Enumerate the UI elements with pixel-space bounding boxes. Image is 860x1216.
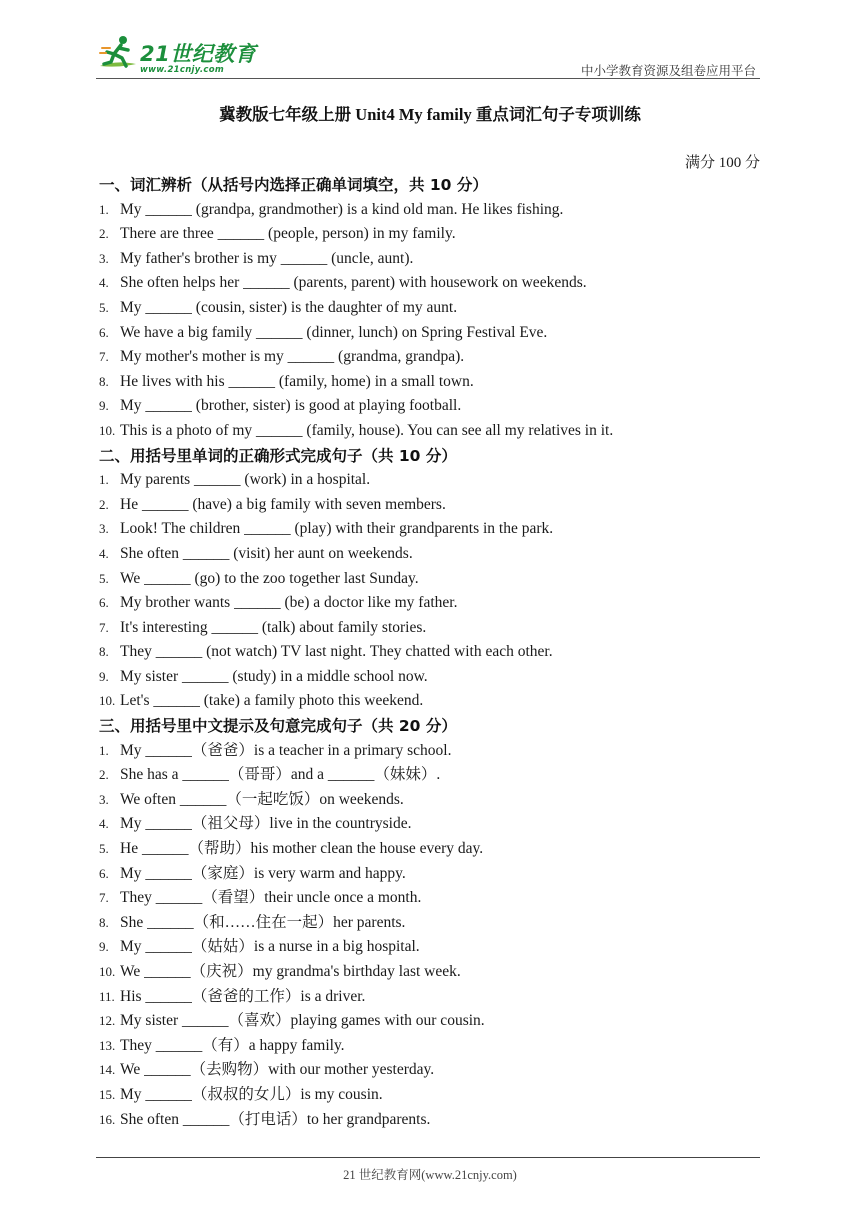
item-number: 4. xyxy=(99,545,109,561)
item-number: 11. xyxy=(99,988,115,1004)
item-text: My ______（爸爸）is a teacher in a primary school. xyxy=(120,741,452,759)
item-text: He ______（帮助）his mother clean the house every day. xyxy=(120,840,484,858)
page-header xyxy=(96,30,760,78)
item-number: 1. xyxy=(99,742,109,758)
item-text: It's interesting ______ (talk) about family stories. xyxy=(120,618,427,636)
exercise-item xyxy=(99,935,764,960)
item-number: 6. xyxy=(99,865,109,881)
exercise-item xyxy=(99,247,764,272)
exercise-item xyxy=(99,1009,764,1034)
item-text: They ______（有）a happy family. xyxy=(120,1036,345,1054)
section-chinese-hints xyxy=(99,714,764,1132)
item-number: 8. xyxy=(99,373,109,389)
item-text: My parents ______ (work) in a hospital. xyxy=(120,471,371,489)
item-number: 1. xyxy=(99,201,109,217)
section-vocabulary xyxy=(99,173,764,444)
exercise-item xyxy=(99,1034,764,1059)
item-text: He lives with his ______ (family, home) in a small town. xyxy=(120,372,474,390)
exercise-item xyxy=(99,788,764,813)
item-number: 6. xyxy=(99,595,109,611)
exercise-item xyxy=(99,763,764,788)
exercise-item xyxy=(99,493,764,518)
exercise-item xyxy=(99,640,764,665)
item-number: 2. xyxy=(99,767,109,783)
item-number: 5. xyxy=(99,841,109,857)
exercise-item xyxy=(99,1083,764,1108)
item-number: 3. xyxy=(99,250,109,266)
footer-divider xyxy=(96,1157,760,1158)
item-text: He ______ (have) a big family with seven members. xyxy=(120,495,446,513)
item-text: She often helps her ______ (parents, parent) with housework on weekends. xyxy=(120,274,587,292)
item-number: 8. xyxy=(99,644,109,660)
exercise-item xyxy=(99,616,764,641)
logo-wordmark: 21世纪教育 xyxy=(140,42,257,66)
item-text: They ______ (not watch) TV last night. They chatted with each other. xyxy=(120,643,553,661)
item-number: 10. xyxy=(99,964,116,979)
exercise-item xyxy=(99,321,764,346)
exercise-item xyxy=(99,517,764,542)
item-number: 2. xyxy=(99,496,109,512)
item-text: My mother's mother is my ______ (grandma, grandpa). xyxy=(120,348,465,366)
section-heading: 一、词汇辨析（从括号内选择正确单词填空，共 10 分） xyxy=(99,176,488,194)
item-number: 10. xyxy=(99,693,116,709)
item-text: My ______ (cousin, sister) is the daughter of my aunt. xyxy=(120,298,458,316)
item-number: 4. xyxy=(99,816,109,832)
section-heading: 二、用括号里单词的正确形式完成句子（共 10 分） xyxy=(99,446,457,465)
item-text: We ______（庆祝）my grandma's birthday last week. xyxy=(120,963,461,980)
item-text: We ______（去购物）with our mother yesterday. xyxy=(120,1061,435,1079)
item-text: My father's brother is my ______ (uncle, aunt). xyxy=(120,249,414,267)
exercise-content xyxy=(99,173,764,1132)
item-number: 4. xyxy=(99,275,109,291)
item-text: My ______（家庭）is very warm and happy. xyxy=(120,864,406,882)
item-number: 7. xyxy=(99,349,109,365)
item-text: She has a ______（哥哥）and a ______（妹妹）. xyxy=(120,766,441,784)
item-number: 3. xyxy=(99,521,109,537)
runner-logo-icon xyxy=(98,34,138,74)
item-text: My ______ (grandpa, grandmother) is a kind old man. He likes fishing. xyxy=(120,200,564,218)
item-number: 8. xyxy=(99,914,109,930)
item-text: My ______（姑姑）is a nurse in a big hospital. xyxy=(120,938,420,956)
exercise-item xyxy=(99,296,764,321)
exercise-item xyxy=(99,1108,764,1133)
section-heading: 三、用括号里中文提示及句意完成句子（共 20 分） xyxy=(99,717,457,736)
exercise-item xyxy=(99,271,764,296)
exercise-item xyxy=(99,542,764,567)
item-text: This is a photo of my ______ (family, house). You can see all my relatives in it. xyxy=(120,421,614,439)
item-text: She often ______（打电话）to her grandparents. xyxy=(120,1110,431,1128)
section-word-forms xyxy=(99,444,764,715)
item-text: Look! The children ______ (play) with their grandparents in the park. xyxy=(120,520,554,538)
item-number: 1. xyxy=(99,472,109,488)
item-number: 14. xyxy=(99,1062,116,1078)
header-divider xyxy=(96,78,760,79)
item-text: We ______ (go) to the zoo together last Sunday. xyxy=(120,569,419,587)
item-text: She ______（和……住在一起）her parents. xyxy=(120,913,406,931)
exercise-item xyxy=(99,345,764,370)
site-logo xyxy=(96,30,266,78)
exercise-item xyxy=(99,468,764,493)
item-number: 9. xyxy=(99,398,109,414)
item-number: 12. xyxy=(99,1013,116,1029)
item-number: 13. xyxy=(99,1037,116,1053)
item-text: There are three ______ (people, person) in my family. xyxy=(120,225,456,243)
exercise-item xyxy=(99,739,764,764)
item-number: 2. xyxy=(99,226,109,242)
exercise-item xyxy=(99,812,764,837)
item-text: My sister ______ (study) in a middle school now. xyxy=(120,667,428,685)
item-text: She often ______ (visit) her aunt on weekends. xyxy=(120,544,413,562)
item-number: 6. xyxy=(99,324,109,340)
item-text: My brother wants ______ (be) a doctor like my father. xyxy=(120,594,458,612)
item-text: My sister ______（喜欢）playing games with our cousin. xyxy=(120,1012,485,1030)
item-number: 7. xyxy=(99,619,109,635)
item-text: His ______（爸爸的工作）is a driver. xyxy=(120,987,366,1005)
exercise-item xyxy=(99,591,764,616)
exercise-item xyxy=(99,370,764,395)
item-number: 16. xyxy=(99,1111,116,1127)
item-number: 5. xyxy=(99,570,109,586)
item-number: 15. xyxy=(99,1086,116,1102)
exercise-item xyxy=(99,665,764,690)
exercise-item xyxy=(99,960,764,985)
item-text: They ______（看望）their uncle once a month. xyxy=(120,889,422,907)
item-number: 10. xyxy=(99,422,116,438)
logo-url: www.21cnjy.com xyxy=(140,65,224,75)
item-number: 5. xyxy=(99,299,109,315)
exercise-item xyxy=(99,394,764,419)
item-text: My ______ (brother, sister) is good at playing football. xyxy=(120,397,462,415)
full-score: 满分 100 分 xyxy=(684,155,760,171)
exercise-item xyxy=(99,862,764,887)
item-number: 9. xyxy=(99,939,109,955)
exercise-item xyxy=(99,689,764,714)
item-text: Let's ______ (take) a family photo this weekend. xyxy=(120,692,424,710)
item-number: 3. xyxy=(99,791,109,807)
platform-tagline: 中小学教育资源及组卷应用平台 xyxy=(580,64,756,78)
exercise-item xyxy=(99,837,764,862)
exercise-item xyxy=(99,198,764,223)
exercise-item xyxy=(99,419,764,444)
item-number: 9. xyxy=(99,668,109,684)
exercise-item xyxy=(99,886,764,911)
exercise-item xyxy=(99,222,764,247)
page-footer: 21 世纪教育网(www.21cnjy.com) xyxy=(343,1168,517,1182)
item-text: My ______（祖父母）live in the countryside. xyxy=(120,815,412,833)
item-text: My ______（叔叔的女儿）is my cousin. xyxy=(120,1085,383,1103)
exercise-item xyxy=(99,1058,764,1083)
item-number: 7. xyxy=(99,890,109,906)
document-title: 冀教版七年级上册 Unit4 My family 重点词汇句子专项训练 xyxy=(219,105,641,124)
exercise-item xyxy=(99,567,764,592)
exercise-item xyxy=(99,985,764,1010)
item-text: We have a big family ______ (dinner, lunch) on Spring Festival Eve. xyxy=(120,323,548,341)
exercise-item xyxy=(99,911,764,936)
item-text: We often ______（一起吃饭）on weekends. xyxy=(120,790,404,808)
